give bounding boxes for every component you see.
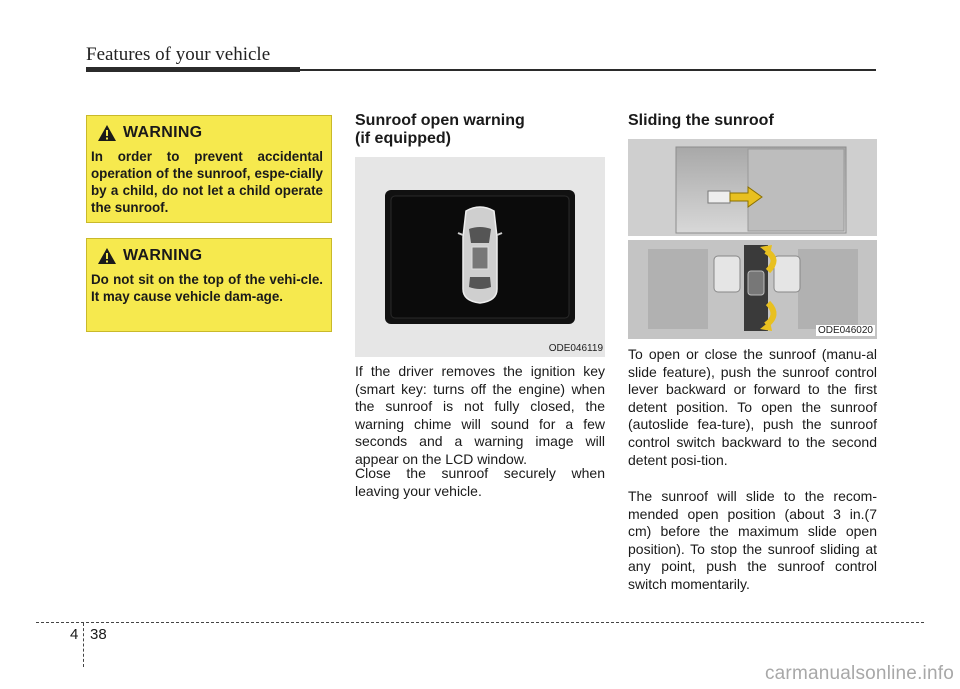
- warning-triangle-icon: [97, 124, 117, 142]
- section-heading-sunroof-open-warning: [355, 112, 525, 148]
- header-rule: [86, 67, 876, 72]
- lcd-sunroof-warning-illustration: [355, 157, 605, 357]
- section-heading-sliding-sunroof: Sliding the sunroof: [628, 112, 774, 129]
- figure-code: ODE046119: [548, 343, 603, 354]
- heading-line: Sunroof open warning: [355, 112, 525, 129]
- sunroof-switch-illustration: [628, 139, 877, 339]
- page-number: 38: [90, 626, 107, 643]
- heading-line: (if equipped): [355, 130, 451, 147]
- warning-text: Do not sit on the top of the vehi-cle. It may cause vehicle dam-age.: [91, 272, 323, 304]
- page-header-title: Features of your vehicle: [86, 44, 271, 65]
- warning-box-child: [86, 115, 332, 223]
- paragraph: Close the sunroof securely when leaving your vehicle.: [355, 465, 605, 499]
- chapter-number: 4: [70, 626, 79, 643]
- warning-title: WARNING: [123, 124, 203, 141]
- paragraph: If the driver removes the ignition key (smart key: turns off the engine) when the sunroof is not fully closed, the warning chime will sound for a few seconds and a warning image will appear on the LCD window.: [355, 363, 605, 467]
- warning-triangle-icon: [97, 247, 117, 265]
- lcd-warning-figure: [355, 157, 605, 357]
- warning-text: In order to prevent accidental operation of the sunroof, espe-cially by a child, do not let a child operate the sunroof.: [91, 149, 323, 215]
- watermark: carmanualsonline.info: [764, 663, 954, 684]
- warning-title: WARNING: [123, 247, 203, 264]
- figure-code: ODE046020: [817, 325, 873, 336]
- sunroof-control-figure: [628, 139, 877, 339]
- paragraph: To open or close the sunroof (manu-al slide feature), push the sunroof control lever backward or forward to the first detent position. To open the sunroof (autoslide fea-ture), push the sunroof control switch backward to the second detent posi-tion.: [628, 346, 877, 468]
- page-number-divider: [83, 623, 84, 667]
- footer-divider: [36, 622, 924, 623]
- warning-box-sitting: [86, 238, 332, 332]
- paragraph: The sunroof will slide to the recom-mended open position (about 3 in.(7 cm) before the maximum slide open position). To stop the sunroof sliding at any point, push the sunroof control switch momentarily.: [628, 488, 877, 592]
